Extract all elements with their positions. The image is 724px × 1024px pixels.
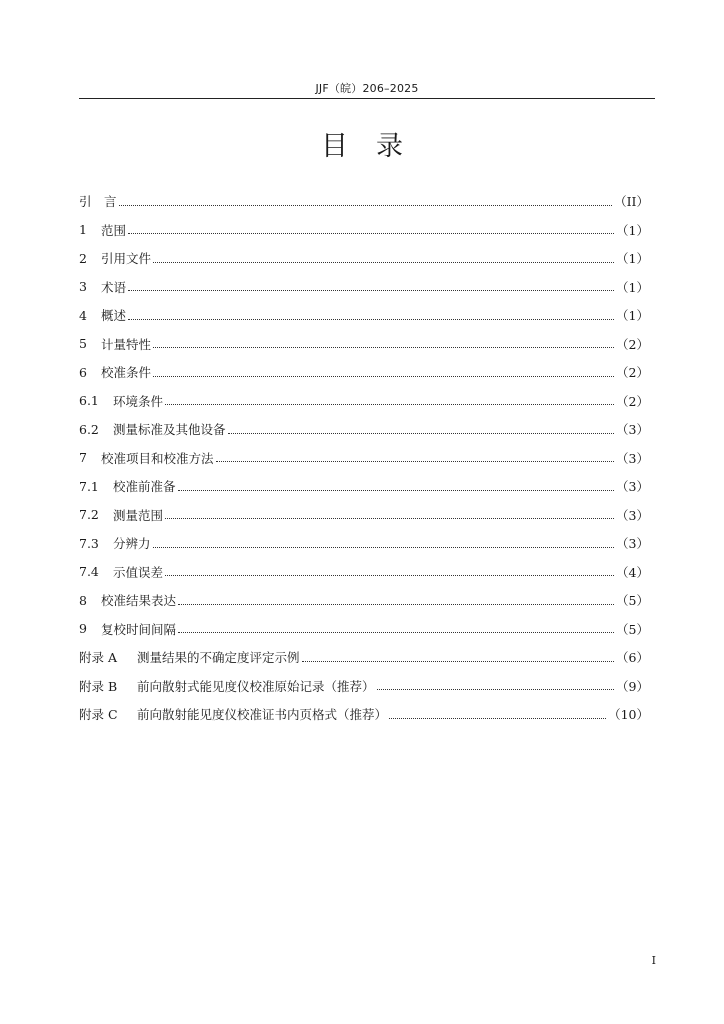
toc-entry-page: （3） xyxy=(616,479,649,495)
toc-entry-page: （1） xyxy=(616,308,649,324)
toc-entry-page: （10） xyxy=(608,707,649,723)
toc-entry-leader-dots xyxy=(216,449,615,462)
toc-entry[interactable] xyxy=(79,301,649,330)
toc-entry-leader-dots xyxy=(119,193,613,206)
toc-entry-label: 测量标准及其他设备 xyxy=(113,422,226,438)
toc-entry-number: 1 xyxy=(79,222,87,238)
toc-entry-leader-dots xyxy=(128,221,614,234)
toc-entry[interactable] xyxy=(79,387,649,416)
toc-entry-label: 前向散射式能见度仪校准原始记录（推荐） xyxy=(137,678,375,694)
toc-entry-leader-dots xyxy=(153,335,614,348)
toc-entry-leader-dots xyxy=(153,535,615,548)
toc-entry-leader-dots xyxy=(228,421,615,434)
toc-entry-leader-dots xyxy=(153,364,614,377)
toc-entry-page: （3） xyxy=(616,507,649,523)
table-of-contents xyxy=(79,187,649,729)
toc-entry[interactable] xyxy=(79,187,649,216)
toc-entry-page: （9） xyxy=(616,678,649,694)
toc-entry-label: 范围 xyxy=(101,222,127,238)
toc-entry-number: 6 xyxy=(79,364,87,380)
toc-entry-number: 引 xyxy=(79,194,92,210)
toc-entry-page: （5） xyxy=(616,593,649,609)
toc-entry-label: 示值误差 xyxy=(113,564,164,580)
toc-entry-number: 7.1 xyxy=(79,478,99,494)
toc-entry-page: （4） xyxy=(616,564,649,580)
toc-entry-number: 6.2 xyxy=(79,421,99,437)
toc-entry-number: 附录 B xyxy=(79,678,118,694)
toc-entry[interactable] xyxy=(79,273,649,302)
toc-entry-number: 7.3 xyxy=(79,535,99,551)
toc-entry-leader-dots xyxy=(165,563,614,576)
toc-entry-number: 7.2 xyxy=(79,507,99,523)
toc-entry-page: （3） xyxy=(616,450,649,466)
toc-entry[interactable] xyxy=(79,501,649,530)
toc-entry-label: 校准条件 xyxy=(101,365,152,381)
toc-entry-page: （3） xyxy=(616,536,649,552)
toc-entry-page: （1） xyxy=(616,222,649,238)
page-title-part-2: 录 xyxy=(376,131,403,162)
toc-entry-page: （1） xyxy=(616,251,649,267)
toc-entry-number: 附录 C xyxy=(79,707,118,723)
toc-entry-page: （2） xyxy=(616,393,649,409)
toc-entry-number: 8 xyxy=(79,592,87,608)
toc-entry-number: 9 xyxy=(79,621,87,637)
toc-entry[interactable] xyxy=(79,615,649,644)
toc-entry-label: 言 xyxy=(104,194,117,210)
toc-entry[interactable] xyxy=(79,330,649,359)
toc-entry-label: 引用文件 xyxy=(101,251,152,267)
toc-entry-label: 复校时间间隔 xyxy=(101,621,177,637)
toc-entry-page: （1） xyxy=(616,279,649,295)
toc-entry-label: 概述 xyxy=(101,308,127,324)
toc-entry[interactable] xyxy=(79,358,649,387)
toc-entry-label: 校准项目和校准方法 xyxy=(101,450,214,466)
toc-entry-number: 3 xyxy=(79,279,87,295)
toc-entry-leader-dots xyxy=(302,649,615,662)
toc-entry-number: 2 xyxy=(79,250,87,266)
toc-entry[interactable] xyxy=(79,672,649,701)
toc-entry-label: 测量结果的不确定度评定示例 xyxy=(137,650,300,666)
toc-entry-page: （3） xyxy=(616,422,649,438)
toc-entry-number: 7 xyxy=(79,450,87,466)
toc-entry-label: 校准前准备 xyxy=(113,479,176,495)
toc-entry-number: 6.1 xyxy=(79,393,99,409)
toc-entry-number: 4 xyxy=(79,307,87,323)
toc-entry-number: 5 xyxy=(79,336,87,352)
toc-entry-label: 分辨力 xyxy=(113,536,151,552)
toc-entry-leader-dots xyxy=(389,706,606,719)
toc-entry-label: 前向散射能见度仪校准证书内页格式（推荐） xyxy=(137,707,388,723)
toc-entry[interactable] xyxy=(79,643,649,672)
toc-entry-leader-dots xyxy=(178,478,615,491)
toc-entry-number: 附录 A xyxy=(79,650,118,666)
page-title xyxy=(0,130,724,164)
toc-entry-page: （5） xyxy=(616,621,649,637)
toc-entry-leader-dots xyxy=(128,307,614,320)
toc-entry-label: 测量范围 xyxy=(113,507,164,523)
toc-entry-leader-dots xyxy=(165,392,614,405)
toc-entry-leader-dots xyxy=(153,250,614,263)
toc-entry-leader-dots xyxy=(377,677,615,690)
toc-entry[interactable] xyxy=(79,216,649,245)
page-number: I xyxy=(651,954,656,967)
toc-entry-page: （2） xyxy=(616,365,649,381)
page-title-part-1: 目 xyxy=(321,131,348,162)
document-header-code: JJF（皖）206–2025 xyxy=(315,82,419,95)
toc-entry-number: 7.4 xyxy=(79,564,99,580)
toc-entry-label: 校准结果表达 xyxy=(101,593,177,609)
toc-entry-leader-dots xyxy=(165,506,614,519)
toc-entry-leader-dots xyxy=(178,620,614,633)
toc-entry-leader-dots xyxy=(178,592,614,605)
toc-entry[interactable] xyxy=(79,529,649,558)
toc-entry-page: （6） xyxy=(616,650,649,666)
toc-entry[interactable] xyxy=(79,444,649,473)
toc-entry[interactable] xyxy=(79,244,649,273)
toc-entry[interactable] xyxy=(79,700,649,729)
toc-entry-leader-dots xyxy=(128,278,614,291)
toc-entry-label: 术语 xyxy=(101,279,127,295)
toc-entry-label: 环境条件 xyxy=(113,393,164,409)
toc-entry-page: （2） xyxy=(616,336,649,352)
toc-entry[interactable] xyxy=(79,472,649,501)
toc-entry[interactable] xyxy=(79,586,649,615)
toc-entry-label: 计量特性 xyxy=(101,336,152,352)
toc-entry[interactable] xyxy=(79,415,649,444)
toc-entry[interactable] xyxy=(79,558,649,587)
toc-entry-page: （II） xyxy=(614,194,649,210)
header-divider xyxy=(79,98,655,99)
